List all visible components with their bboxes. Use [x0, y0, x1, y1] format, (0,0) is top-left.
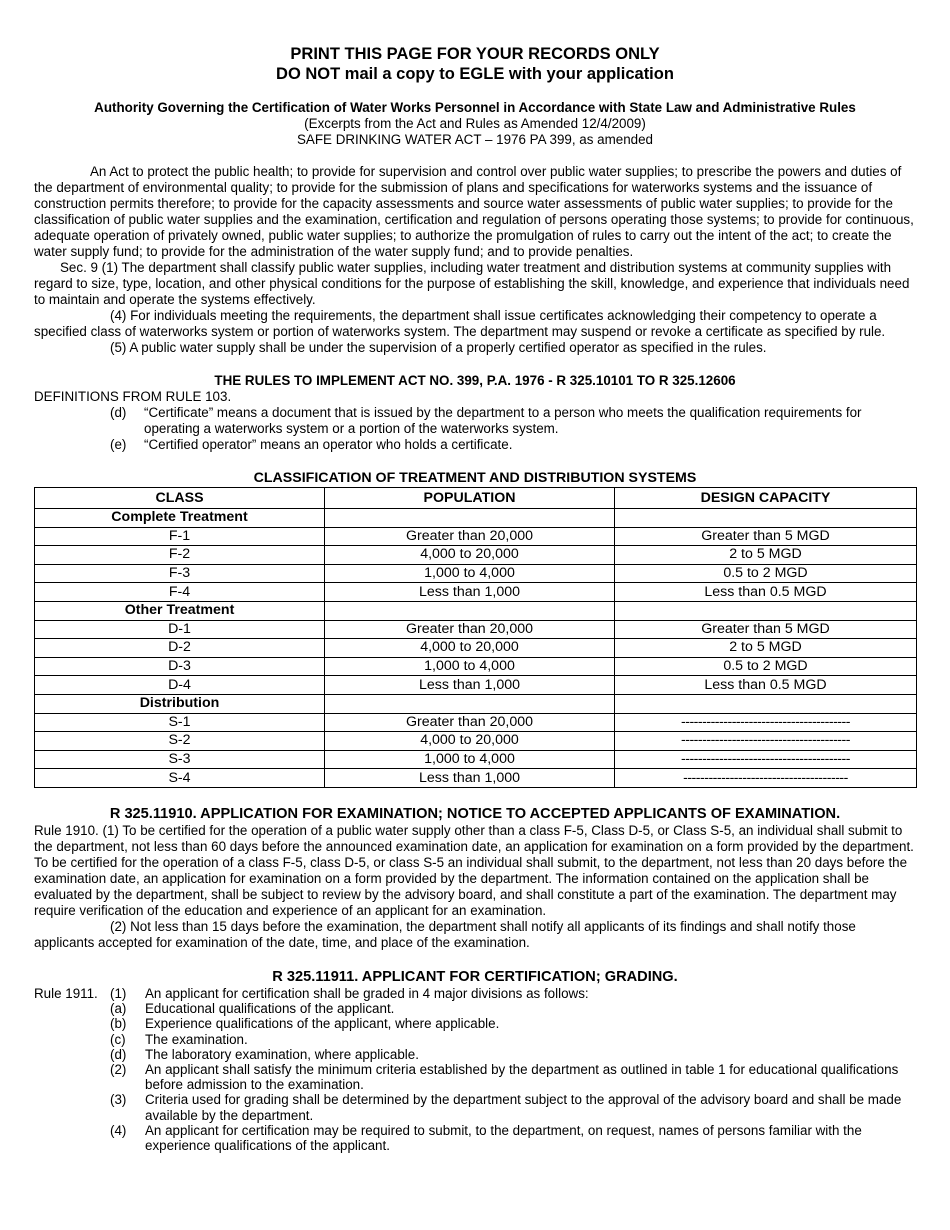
table-row	[35, 750, 917, 769]
cell-design-capacity: Less than 0.5 MGD	[615, 676, 917, 695]
authority-act: SAFE DRINKING WATER ACT – 1976 PA 399, as amended	[297, 132, 653, 147]
list-item	[34, 1062, 916, 1092]
definition-item	[34, 437, 916, 453]
cell-design-capacity: Less than 0.5 MGD	[615, 583, 917, 602]
table-row	[35, 676, 917, 695]
table-row	[35, 769, 917, 788]
authority-excerpt: (Excerpts from the Act and Rules as Amended 12/4/2009)	[304, 116, 646, 131]
table-row	[35, 546, 917, 565]
rule-prefix: Rule 1911.	[34, 985, 98, 1001]
authority-block	[34, 100, 916, 148]
cell-design-capacity: Greater than 5 MGD	[615, 527, 917, 546]
sec9-paragraph-5: (5) A public water supply shall be under the supervision of a properly certified operator as specified in the rules.	[110, 340, 767, 355]
list-item-text: Criteria used for grading shall be determined by the department subject to the approval of the advisory board and shall be made available by the department.	[145, 1092, 902, 1123]
list-item-text: The examination.	[145, 1031, 248, 1047]
cell-population: 1,000 to 4,000	[325, 564, 615, 583]
table-row	[35, 583, 917, 602]
cell-class: D-1	[35, 620, 325, 639]
cell-class: F-3	[35, 564, 325, 583]
rules-heading: THE RULES TO IMPLEMENT ACT NO. 399, P.A. 1976 - R 325.10101 TO R 325.12606	[214, 373, 736, 388]
list-item-text: An applicant shall satisfy the minimum criteria established by the department as outlined in table 1 for educational qualifications before admission to the examination.	[145, 1061, 899, 1093]
sec9-paragraph-4: (4) For individuals meeting the requirements, the department shall issue certificates acknowledging their competency to operate a specified class of waterworks system or portion of waterworks system. The department may suspend or revoke a certificate as specified by rule.	[34, 308, 886, 339]
definition-text: “Certified operator” means an operator who holds a certificate.	[144, 437, 513, 452]
cell-population: Less than 1,000	[325, 676, 615, 695]
table-header-row	[35, 488, 917, 509]
table-row	[35, 732, 917, 751]
cell-design-capacity: ----------------------------------------	[615, 732, 917, 751]
list-item-text: The laboratory examination, where applicable.	[145, 1046, 419, 1062]
list-item-label: (a)	[110, 1001, 127, 1017]
table-row	[35, 713, 917, 732]
cell-population	[325, 509, 615, 528]
list-item-text: An applicant for certification may be required to submit, to the department, on request, names of persons familiar with the experience qualifications of the applicant.	[145, 1122, 862, 1153]
list-item-label: (1)	[110, 985, 127, 1001]
cell-design-capacity	[615, 601, 917, 620]
cell-class: F-1	[35, 527, 325, 546]
table-row	[35, 601, 917, 620]
column-header-class: CLASS	[35, 488, 325, 509]
cell-design-capacity: Greater than 5 MGD	[615, 620, 917, 639]
list-item	[34, 986, 916, 1001]
header-line-2: DO NOT mail a copy to EGLE with your application	[276, 65, 674, 83]
cell-class: F-4	[35, 583, 325, 602]
table-body	[35, 509, 917, 788]
list-item	[34, 1092, 916, 1122]
list-item	[34, 1123, 916, 1153]
authority-title: Authority Governing the Certification of Water Works Personnel in Accordance with State Law and Administrative Rules	[94, 100, 856, 115]
list-item	[34, 1047, 916, 1062]
r1910-paragraph-1: Rule 1910. (1) To be certified for the operation of a public water supply other than a class F-5, Class D-5, or Class S-5, an individual shall submit to the department, not less than 60 days before the announced examination date, an application for examination on a form provided by the department. To be certified for the operation of a class F-5, class D-5, or class S-5 an individual shall submit, to the department, not less than 20 days before the examination date, an application for examination on a form provided by the department. The information contained on the application shall be evaluated by the department, shall be subject to review by the advisory board, and shall constitute a part of the examination. The department may require verification of the education and experience of an applicant for an examination.	[34, 822, 914, 918]
cell-class: D-3	[35, 657, 325, 676]
cell-class: Complete Treatment	[35, 509, 325, 528]
cell-class: F-2	[35, 546, 325, 565]
list-item	[34, 1016, 916, 1031]
table-row	[35, 639, 917, 658]
definition-text: “Certificate” means a document that is issued by the department to a person who meets the qualification requirements for operating a waterworks system or a portion of the waterworks system.	[144, 405, 862, 436]
table-row	[35, 527, 917, 546]
r1910-paragraph-2: (2) Not less than 15 days before the examination, the department shall notify all applicants of its findings and shall notify those applicants accepted for examination of the date, time, and place of the examination.	[34, 918, 856, 950]
cell-class: D-4	[35, 676, 325, 695]
cell-population	[325, 694, 615, 713]
list-item-text: Experience qualifications of the applicant, where applicable.	[145, 1016, 500, 1032]
list-item-label: (d)	[110, 1046, 127, 1062]
cell-design-capacity: ----------------------------------------	[615, 750, 917, 769]
cell-population: 1,000 to 4,000	[325, 657, 615, 676]
table-row	[35, 657, 917, 676]
cell-population: Greater than 20,000	[325, 527, 615, 546]
cell-population	[325, 601, 615, 620]
act-intro-paragraph: An Act to protect the public health; to provide for supervision and control over public water supplies; to prescribe the powers and duties of the department of environmental quality; to provide for the submission of plans and specifications for waterworks systems and the issuance of construction permits therefore; to provide for the capacity assessments and source water assessments of public water supplies; to provide for the classification of public water supplies and the examination, certification and regulation of persons operating those systems; to provide for continuous, adequate operation of privately owned, public water supplies; to authorize the promulgation of rules to carry out the intent of the act; to create the water supply fund; to provide for the administration of the water supply fund; and to provide penalties.	[34, 164, 914, 259]
cell-design-capacity	[615, 509, 917, 528]
cell-population: 4,000 to 20,000	[325, 732, 615, 751]
cell-design-capacity: 0.5 to 2 MGD	[615, 657, 917, 676]
list-item-label: (b)	[110, 1016, 127, 1032]
cell-class: D-2	[35, 639, 325, 658]
table-row	[35, 620, 917, 639]
cell-population: 4,000 to 20,000	[325, 639, 615, 658]
table-row	[35, 694, 917, 713]
page-header	[34, 44, 916, 84]
cell-population: 4,000 to 20,000	[325, 546, 615, 565]
cell-design-capacity: 0.5 to 2 MGD	[615, 564, 917, 583]
cell-class: S-2	[35, 732, 325, 751]
cell-design-capacity: 2 to 5 MGD	[615, 546, 917, 565]
list-item-label: (c)	[110, 1031, 126, 1047]
table-row	[35, 509, 917, 528]
cell-design-capacity	[615, 694, 917, 713]
definitions-title: DEFINITIONS FROM RULE 103.	[34, 389, 232, 404]
cell-population: Greater than 20,000	[325, 713, 615, 732]
definition-label: (d)	[110, 405, 127, 420]
sec9-paragraph-1: Sec. 9 (1) The department shall classify public water supplies, including water treatment and distribution systems at community supplies with regard to size, type, location, and other physical conditions for the purpose of establishing the skill, knowledge, and experience that individuals need to maintain and operate the systems effectively.	[34, 260, 910, 307]
cell-class: Other Treatment	[35, 601, 325, 620]
list-item-text: An applicant for certification shall be graded in 4 major divisions as follows:	[145, 985, 589, 1001]
list-item-label: (3)	[110, 1092, 127, 1108]
cell-population: Greater than 20,000	[325, 620, 615, 639]
list-item-label: (2)	[110, 1061, 127, 1077]
header-line-1: PRINT THIS PAGE FOR YOUR RECORDS ONLY	[290, 45, 660, 63]
cell-class: Distribution	[35, 694, 325, 713]
column-header-population: POPULATION	[325, 488, 615, 509]
cell-population: 1,000 to 4,000	[325, 750, 615, 769]
r1911-list	[34, 986, 916, 1153]
cell-class: S-4	[35, 769, 325, 788]
cell-class: S-3	[35, 750, 325, 769]
definition-item	[34, 405, 916, 437]
list-item-text: Educational qualifications of the applicant.	[145, 1001, 395, 1017]
classification-table	[34, 487, 917, 788]
cell-design-capacity: ---------------------------------------	[615, 769, 917, 788]
r1910-title: R 325.11910. APPLICATION FOR EXAMINATION; NOTICE TO ACCEPTED APPLICANTS OF EXAMINATION.	[109, 805, 841, 822]
table-row	[35, 564, 917, 583]
definition-label: (e)	[110, 437, 127, 452]
column-header-design-capacity: DESIGN CAPACITY	[615, 488, 917, 509]
cell-population: Less than 1,000	[325, 769, 615, 788]
list-item	[34, 1032, 916, 1047]
cell-population: Less than 1,000	[325, 583, 615, 602]
r1911-title: R 325.11911. APPLICANT FOR CERTIFICATION; GRADING.	[272, 968, 678, 985]
cell-design-capacity: 2 to 5 MGD	[615, 639, 917, 658]
cell-class: S-1	[35, 713, 325, 732]
list-item	[34, 1001, 916, 1016]
cell-design-capacity: ----------------------------------------	[615, 713, 917, 732]
classification-table-title: CLASSIFICATION OF TREATMENT AND DISTRIBUTION SYSTEMS	[253, 470, 697, 486]
list-item-label: (4)	[110, 1122, 127, 1138]
